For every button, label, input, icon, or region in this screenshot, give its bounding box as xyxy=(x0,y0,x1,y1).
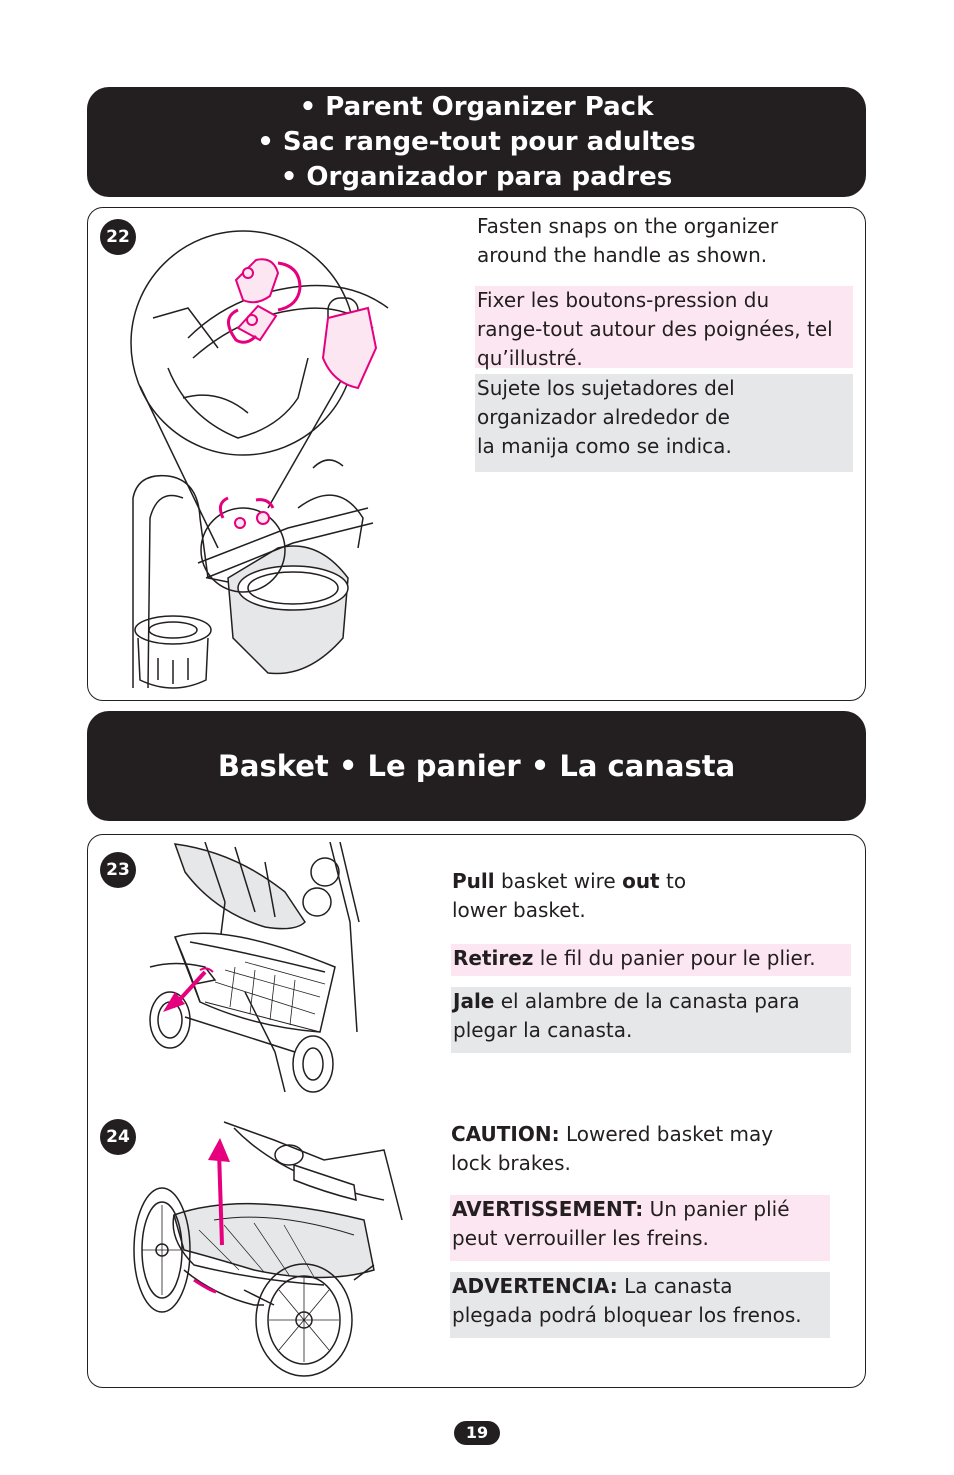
step-22-text-es: Sujete los sujetadores del organizador alrededor de la manija como se indica. xyxy=(475,374,853,472)
page-number: 19 xyxy=(454,1421,500,1445)
lowered-basket-illustration xyxy=(124,1120,404,1380)
basket-banner xyxy=(87,711,866,821)
basket-title: Basket • Le panier • La canasta xyxy=(217,749,736,783)
step-23-badge: 23 xyxy=(100,852,136,888)
step-23-text-en: Pull basket wire out to lower basket. xyxy=(452,869,687,922)
step-23-text-es: Jale el alambre de la canasta para plegar la canasta. xyxy=(451,987,851,1053)
step-24-text-es: ADVERTENCIA: La canasta plegada podrá bloquear los frenos. xyxy=(450,1272,830,1338)
organizer-pack-banner xyxy=(87,87,866,197)
banner-title-es: • Organizador para padres xyxy=(280,162,673,192)
step-22-badge: 22 xyxy=(100,219,136,255)
banner-title-fr: • Sac range-tout pour adultes xyxy=(257,127,696,157)
step-22-text-en: Fasten snaps on the organizer around the handle as shown. xyxy=(477,214,779,267)
banner-title-en: • Parent Organizer Pack xyxy=(299,92,654,122)
basket-wire-illustration xyxy=(145,842,363,1094)
step-22-text-fr: Fixer les boutons-pression du range-tout autour des poignées, tel qu’illustré. xyxy=(475,286,853,368)
organizer-handle-illustration xyxy=(128,218,413,693)
step-23-text-fr: Retirez le fil du panier pour le plier. xyxy=(451,944,851,976)
step-24-badge: 24 xyxy=(100,1119,136,1155)
step-24-text-en: CAUTION: Lowered basket may lock brakes. xyxy=(451,1122,774,1175)
step-24-text-fr: AVERTISSEMENT: Un panier plié peut verrouiller les freins. xyxy=(450,1195,830,1261)
